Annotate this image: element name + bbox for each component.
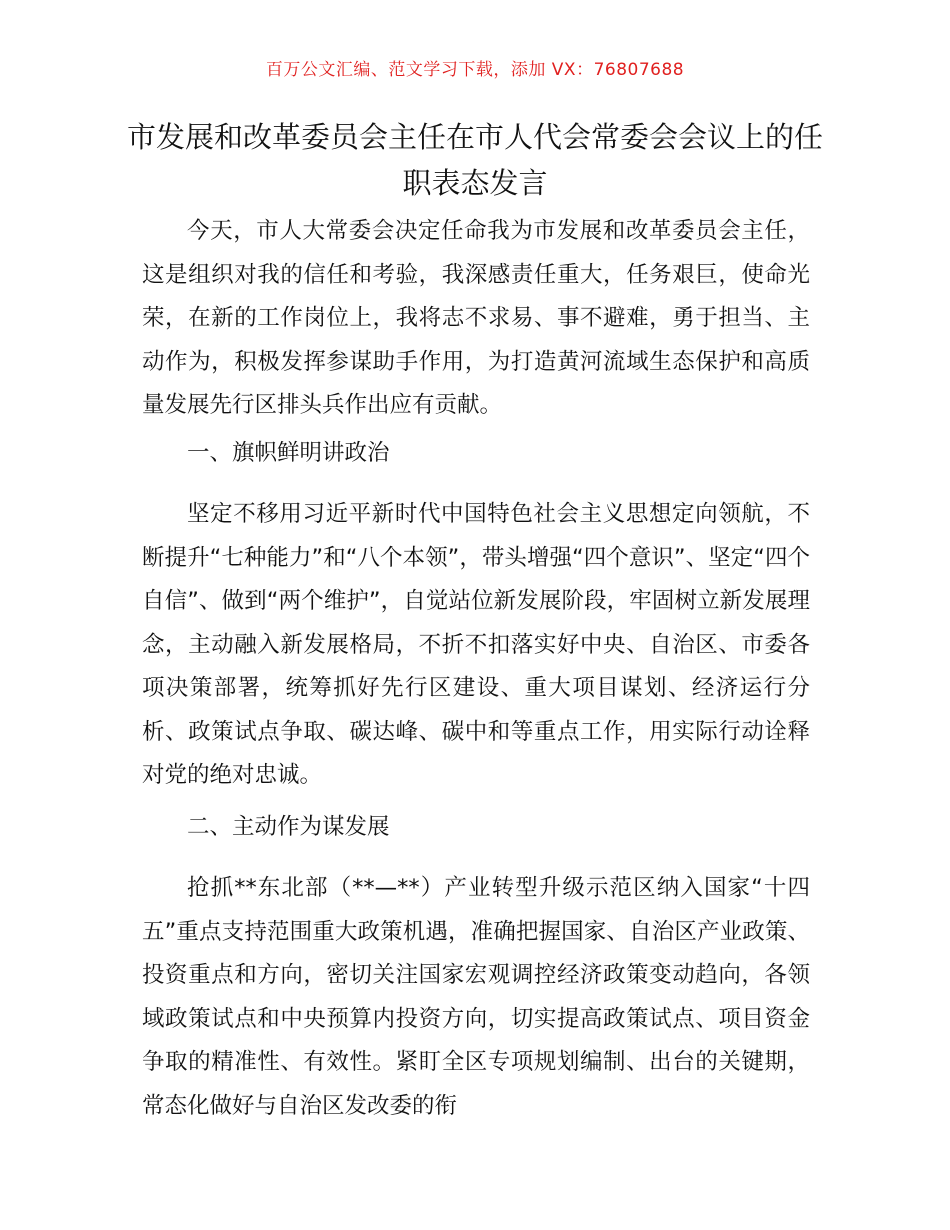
- watermark-banner: 百万公文汇编、范文学习下载，添加 VX：76807688: [265, 60, 685, 80]
- document-body: [142, 210, 810, 1128]
- document-title: 市发展和改革委员会主任在市人代会常委会会议上的任职表态发言: [126, 120, 823, 200]
- section-heading-1: 一、旗帜鲜明讲政治: [187, 439, 390, 466]
- section-1-paragraph: 坚定不移用习近平新时代中国特色社会主义思想定向领航，不断提升“七种能力”和“八个本领”，带头增强“四个意识”、坚定“四个自信”、做到“两个维护”，自觉站位新发展阶段，牢固树立新发展理念，主动融入新发展格局，不折不扣落实好中央、自治区、市委各项决策部署，统筹抓好先行区建设、重大项目谋划、经济运行分析、政策试点争取、碳达峰、碳中和等重点工作，用实际行动诠释对党的绝对忠诚。: [142, 501, 810, 788]
- intro-paragraph: 今天，市人大常委会决定任命我为市发展和改革委员会主任，这是组织对我的信任和考验，我深感责任重大，任务艰巨，使命光荣，在新的工作岗位上，我将志不求易、事不避难，勇于担当、主动作为，积极发挥参谋助手作用，为打造黄河流域生态保护和高质量发展先行区排头兵作出应有贡献。: [142, 218, 810, 418]
- section-2-paragraph: 抢抓**东北部（**—**）产业转型升级示范区纳入国家“十四五”重点支持范围重大政策机遇，准确把握国家、自治区产业政策、投资重点和方向，密切关注国家宏观调控经济政策变动趋向，各领域政策试点和中央预算内投资方向，切实提高政策试点、项目资金争取的精准性、有效性。紧盯全区专项规划编制、出台的关键期，常态化做好与自治区发改委的衔: [142, 875, 810, 1119]
- section-heading-2: 二、主动作为谋发展: [187, 813, 390, 840]
